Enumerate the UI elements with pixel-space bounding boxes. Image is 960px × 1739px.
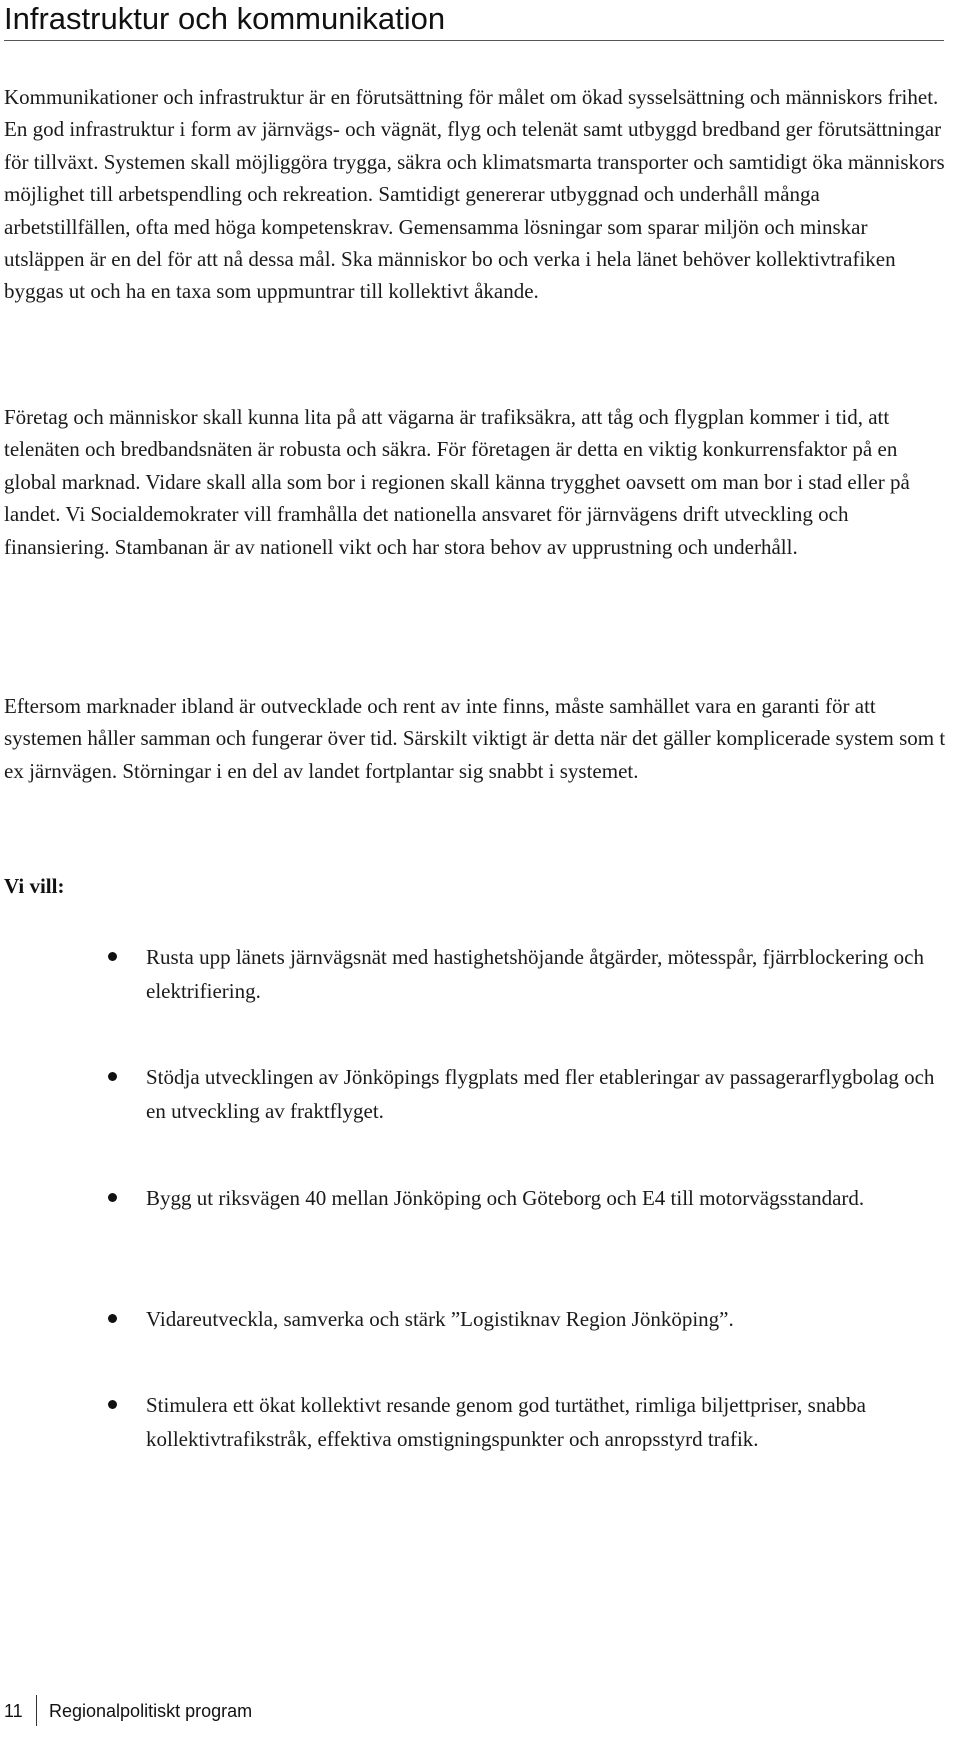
- list-item-text: Stödja utvecklingen av Jönköpings flygplats med fler etableringar av passagerarflygbolag och en utveckling av fraktflyget.: [146, 1065, 935, 1123]
- list-item-text: Stimulera ett ökat kollektivt resande genom god turtäthet, rimliga biljettpriser, snabba kollektivtrafikstråk, effektiva omstigningspunkter och anropsstyrd trafik.: [146, 1393, 866, 1451]
- bullet-icon: [108, 1400, 117, 1409]
- page-number: 11: [4, 1701, 23, 1721]
- list-item-text: Vidareutveckla, samverka och stärk ”Logistiknav Region Jönköping”.: [146, 1307, 734, 1331]
- bullet-icon: [108, 1314, 117, 1323]
- paragraph-companies: Företag och människor skall kunna lita på att vägarna är trafiksäkra, att tåg och flygplan kommer i tid, att telenäten och bredbandsnäten är robusta och säkra. För företagen är detta en viktig konkurrensfaktor på en global marknad. Vidare skall alla som bor i regionen skall känna trygghet oavsett om man bor i stad eller på landet. Vi Socialdemokrater vill framhålla det nationella ansvaret för järnvägens drift utveckling och finansiering. Stambanan är av nationell vikt och har stora behov av upprustning och underhåll.: [4, 405, 910, 559]
- section-heading: Infrastruktur och kommunikation: [4, 0, 944, 41]
- bullet-icon: [108, 1193, 117, 1202]
- page-footer: [0, 1695, 400, 1727]
- list-item-text: Rusta upp länets järnvägsnät med hastighetshöjande åtgärder, mötesspår, fjärrblockering och elektrifiering.: [146, 945, 924, 1003]
- bullet-icon: [108, 1072, 117, 1081]
- vi-vill-label: Vi vill:: [4, 874, 65, 898]
- footer-divider: [36, 1695, 37, 1726]
- paragraph-intro: Kommunikationer och infrastruktur är en förutsättning för målet om ökad sysselsättning och människors frihet. En god infrastruktur i form av järnvägs- och vägnät, flyg och telenät samt utbyggd bredband ger förutsättningar för tillväxt. Systemen skall möjliggöra trygga, säkra och klimatsmarta transporter och samtidigt öka människors möjlighet till arbetspendling och rekreation. Samtidigt genererar utbyggnad och underhåll många arbetstillfällen, ofta med höga kompetenskrav. Gemensamma lösningar som sparar miljön och minskar utsläppen är en del för att nå dessa mål. Ska människor bo och verka i hela länet behöver kollektivtrafiken byggas ut och ha en taxa som uppmuntrar till kollektivt åkande.: [4, 85, 945, 304]
- list-item-text: Bygg ut riksvägen 40 mellan Jönköping och Göteborg och E4 till motorvägsstandard.: [146, 1186, 865, 1210]
- footer-title: Regionalpolitiskt program: [49, 1701, 253, 1721]
- paragraph-markets: Eftersom marknader ibland är outvecklade och rent av inte finns, måste samhället vara en garanti för att systemen håller samman och fungerar över tid. Särskilt viktigt är detta när det gäller komplicerade system som t ex järnvägen. Störningar i en del av landet fortplantar sig snabbt i systemet.: [4, 694, 946, 783]
- bullet-icon: [108, 952, 117, 961]
